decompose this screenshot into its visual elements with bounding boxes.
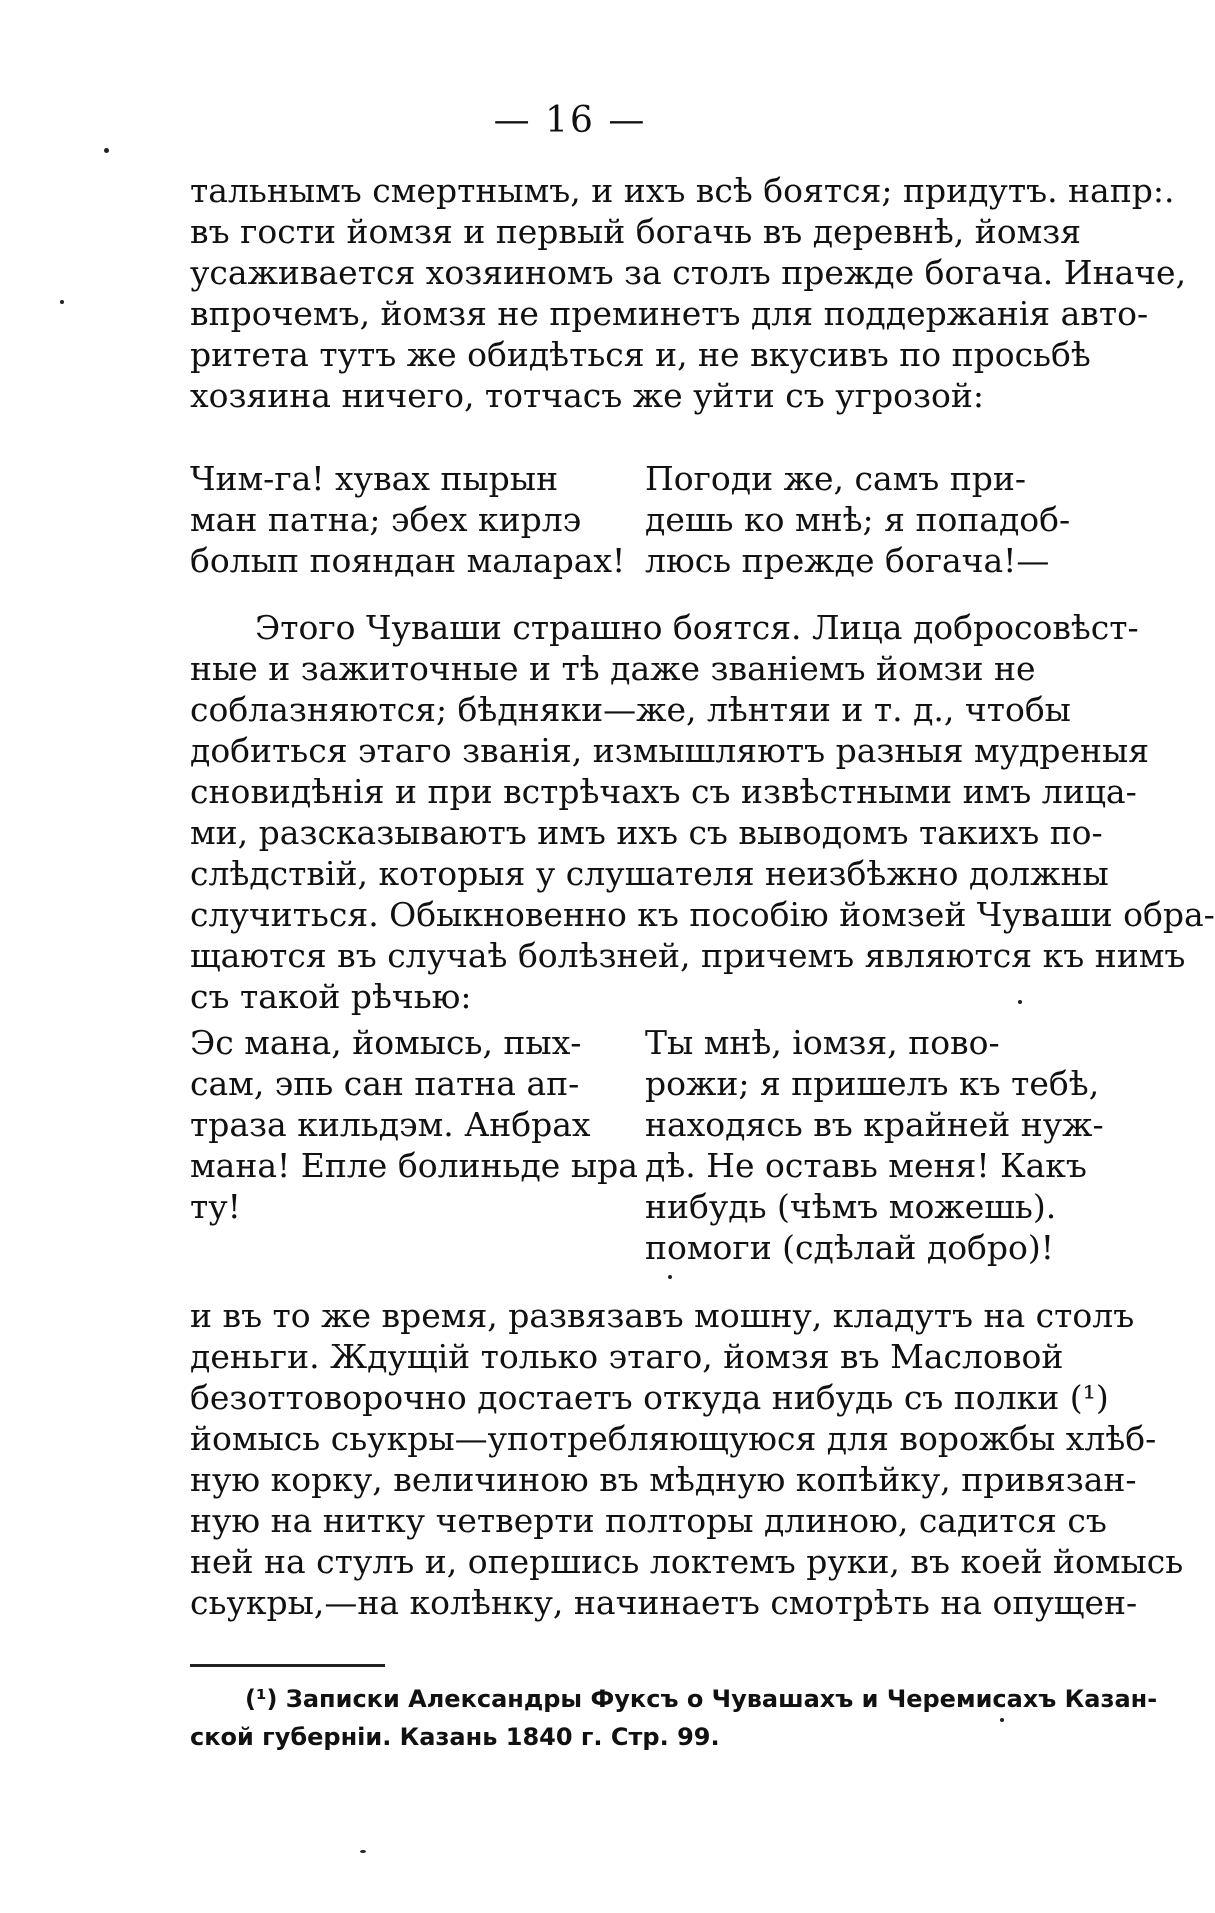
text-line: безоттоворочно достаетъ откуда нибудь съ полки (¹) bbox=[190, 1378, 1109, 1417]
scan-speck bbox=[104, 148, 109, 153]
text-line: деньги. Ждущій только этаго, йомзя въ Масловой bbox=[190, 1337, 1064, 1376]
verse-line: помоги (сдѣлай добро)! bbox=[645, 1228, 1055, 1267]
verse-line: рожи; я пришелъ къ тебѣ, bbox=[645, 1064, 1100, 1103]
text-line: впрочемъ, йомзя не преминетъ для поддержанія авто- bbox=[190, 294, 1149, 333]
footnote-divider bbox=[190, 1664, 385, 1667]
verse-2-russian bbox=[645, 1022, 1104, 1268]
scan-speck bbox=[1000, 1718, 1004, 1722]
page-number: — 16 — bbox=[493, 100, 647, 141]
verse-line: находясь въ крайней нуж- bbox=[645, 1105, 1104, 1144]
text-line: усаживается хозяиномъ за столъ прежде богача. Иначе, bbox=[190, 253, 1187, 292]
text-line: ритета тутъ же обидѣться и, не вкусивъ по просьбѣ bbox=[190, 335, 1091, 374]
verse-line: люсь прежде богача!— bbox=[645, 541, 1050, 580]
verse-line: нибудь (чѣмъ можешь). bbox=[645, 1187, 1057, 1226]
scan-speck bbox=[360, 1850, 366, 1853]
verse-line: мана! Епле болиньде ыра bbox=[190, 1146, 638, 1185]
verse-line: ту! bbox=[190, 1187, 241, 1226]
footnote-line: (¹) Записки Александры Фуксъ о Чувашахъ и Черемисахъ Казан- bbox=[245, 1685, 1158, 1713]
text-line: ми, разсказываютъ имъ ихъ съ выводомъ такихъ по- bbox=[190, 813, 1103, 852]
text-line: йомысь сьукры—употребляющуюся для ворожбы хлѣб- bbox=[190, 1419, 1157, 1458]
verse-line: Ты мнѣ, іомзя, пово- bbox=[645, 1023, 1000, 1062]
scan-speck bbox=[60, 300, 64, 304]
text-line: слѣдствій, которыя у слушателя неизбѣжно должны bbox=[190, 854, 1109, 893]
text-line: ную на нитку четверти полторы длиною, садится съ bbox=[190, 1501, 1107, 1540]
text-line: случиться. Обыкновенно къ пособію йомзей Чуваши обра- bbox=[190, 895, 1215, 934]
text-line: соблазняются; бѣдняки—же, лѣнтяи и т. д., чтобы bbox=[190, 690, 1071, 729]
footnote-line: ской губерніи. Казань 1840 г. Стр. 99. bbox=[190, 1723, 720, 1751]
verse-line: болып пояндан маларах! bbox=[190, 541, 626, 580]
text-line: Этого Чуваши страшно боятся. Лица добросовѣст- bbox=[255, 608, 1139, 647]
text-line: сьукры,—на колѣнку, начинаетъ смотрѣть на опущен- bbox=[190, 1583, 1138, 1622]
verse-2-chuvash bbox=[190, 1022, 638, 1227]
paragraph-2 bbox=[190, 607, 1215, 1017]
verse-line: сам, эпь сан патна ап- bbox=[190, 1064, 580, 1103]
verse-line: ман патна; эбех кирлэ bbox=[190, 500, 582, 539]
verse-1-russian bbox=[645, 458, 1071, 581]
text-line: добиться этаго званія, измышляютъ разныя мудреныя bbox=[190, 731, 1150, 770]
text-line: ную корку, величиною въ мѣдную копѣйку, привязан- bbox=[190, 1460, 1137, 1499]
text-line: ней на стулъ и, опершись локтемъ руки, въ коей йомысь bbox=[190, 1542, 1184, 1581]
verse-line: Эс мана, йомысь, пых- bbox=[190, 1023, 582, 1062]
verse-line: дешь ко мнѣ; я попадоб- bbox=[645, 500, 1071, 539]
paragraph-3 bbox=[190, 1295, 1184, 1623]
verse-line: Погоди же, самъ при- bbox=[645, 459, 1027, 498]
text-line: ные и зажиточные и тѣ даже званіемъ йомзи не bbox=[190, 649, 1036, 688]
footnote bbox=[190, 1680, 1158, 1756]
scan-speck bbox=[668, 1275, 672, 1279]
verse-1-chuvash bbox=[190, 458, 626, 581]
verse-line: дѣ. Не оставь меня! Какъ bbox=[645, 1146, 1087, 1185]
text-line: съ такой рѣчью: bbox=[190, 977, 472, 1016]
scan-speck bbox=[1018, 1000, 1022, 1004]
text-line: и въ то же время, развязавъ мошну, кладутъ на столъ bbox=[190, 1296, 1135, 1335]
paragraph-1 bbox=[190, 170, 1187, 416]
text-line: сновидѣнія и при встрѣчахъ съ извѣстными имъ лица- bbox=[190, 772, 1137, 811]
text-line: щаются въ случаѣ болѣзней, причемъ являются къ нимъ bbox=[190, 936, 1186, 975]
verse-line: траза кильдэм. Анбрах bbox=[190, 1105, 591, 1144]
text-line: хозяина ничего, тотчасъ же уйти съ угрозой: bbox=[190, 376, 984, 415]
text-line: въ гости йомзя и первый богачь въ деревнѣ, йомзя bbox=[190, 212, 1082, 251]
verse-line: Чим-га! хувах пырын bbox=[190, 459, 559, 498]
text-line: тальнымъ смертнымъ, и ихъ всѣ боятся; придутъ. напр:. bbox=[190, 171, 1175, 210]
